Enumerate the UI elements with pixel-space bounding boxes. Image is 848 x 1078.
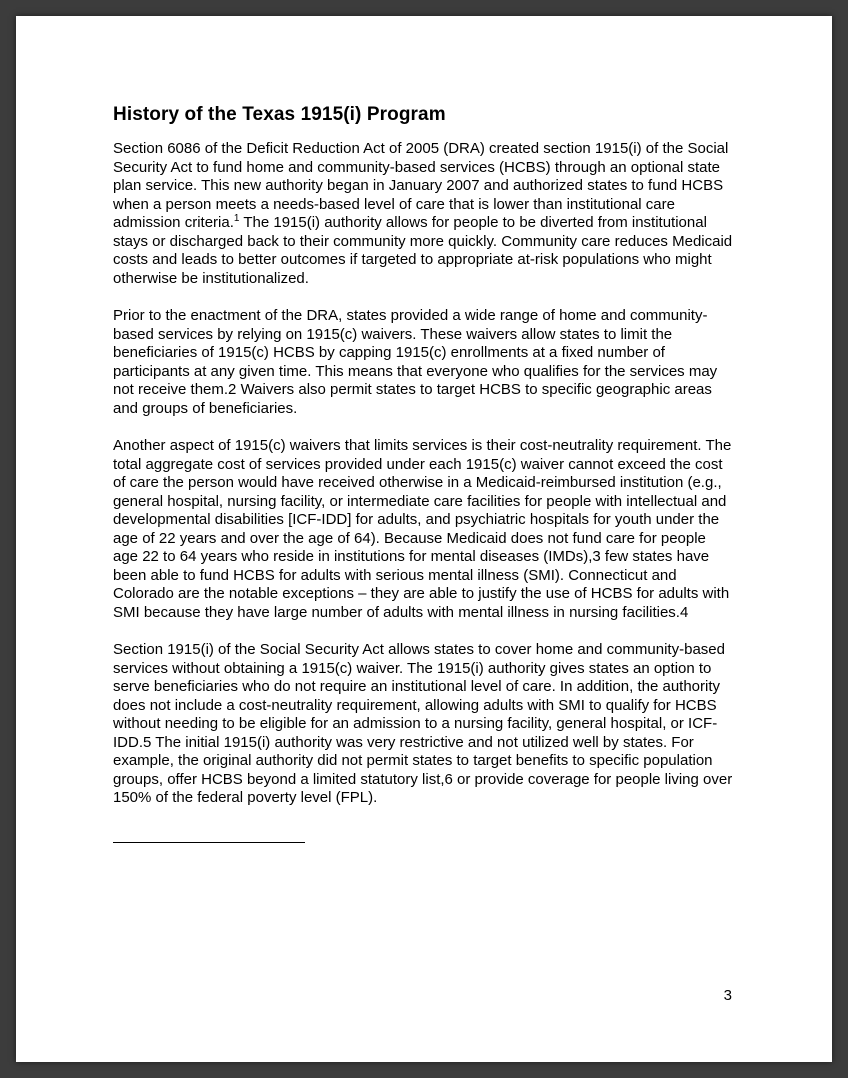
paragraph-1-text-after-footnote: The 1915(i) authority allows for people to be diverted from institutional stays or discharged back to their community more quickly. Community care reduces Medicaid costs and leads to better outcomes if targeted to appropriate at-risk populations who might otherwise be institutionalized.: [113, 214, 733, 287]
paragraph-2: Prior to the enactment of the DRA, states provided a wide range of home and community-based services by relying on 1915(c) waivers. These waivers allow states to limit the beneficiaries of 1915(c) HCBS by capping 1915(c) enrollments at a fixed number of participants at any given time. This means that everyone who qualifies for the services may not receive them.2 Waivers also permit states to target HCBS to specific geographic areas and groups of beneficiaries.: [113, 307, 718, 417]
page-title: History of the Texas 1915(i) Program: [113, 104, 446, 125]
page-number: 3: [723, 987, 732, 1004]
paragraph-4: Section 1915(i) of the Social Security Act allows states to cover home and community-based services without obtaining a 1915(c) waiver. The 1915(i) authority gives states an option to serve beneficiaries who do not require an institutional level of care. In addition, the authority does not include a cost-neutrality requirement, allowing adults with SMI to qualify for HCBS without needing to be eligible for an admission to a nursing facility, general hospital, or ICF-IDD.5 The initial 1915(i) authority was very restrictive and not utilized well by states. For example, the original authority did not permit states to target benefits to specific population groups, offer HCBS beyond a limited statutory list,6 or provide coverage for people living over 150% of the federal poverty level (FPL).: [113, 641, 733, 806]
document-page: [16, 16, 832, 1062]
paragraph-1: [113, 140, 735, 288]
paragraph-3: Another aspect of 1915(c) waivers that limits services is their cost-neutrality requirement. The total aggregate cost of services provided under each 1915(c) waiver cannot exceed the cost of care the person would have received otherwise in a Medicaid-reimbursed institution (e.g., general hospital, nursing facility, or intermediate care facilities for people with intellectual and developmental disabilities [ICF-IDD] for adults, and psychiatric hospitals for youth under the age of 22 years and over the age of 64). Because Medicaid does not fund care for people age 22 to 64 years who reside in institutions for mental diseases (IMDs),3 few states have been able to fund HCBS for adults with serious mental illness (SMI). Connecticut and Colorado are the notable exceptions – they are able to justify the use of HCBS for adults with SMI because they have large number of adults with mental illness in nursing facilities.4: [113, 437, 732, 621]
footnote-reference-1: 1: [233, 213, 240, 224]
footnote-separator: [113, 842, 305, 843]
paragraph-1-text-before-footnote: Section 6086 of the Deficit Reduction Act of 2005 (DRA) created section 1915(i) of the Social Security Act to fund home and community-based services (HCBS) through an optional state plan service. This new authority began in January 2007 and authorized states to fund HCBS when a person meets a needs-based level of care that is lower than institutional care admission criteria.: [113, 140, 729, 231]
